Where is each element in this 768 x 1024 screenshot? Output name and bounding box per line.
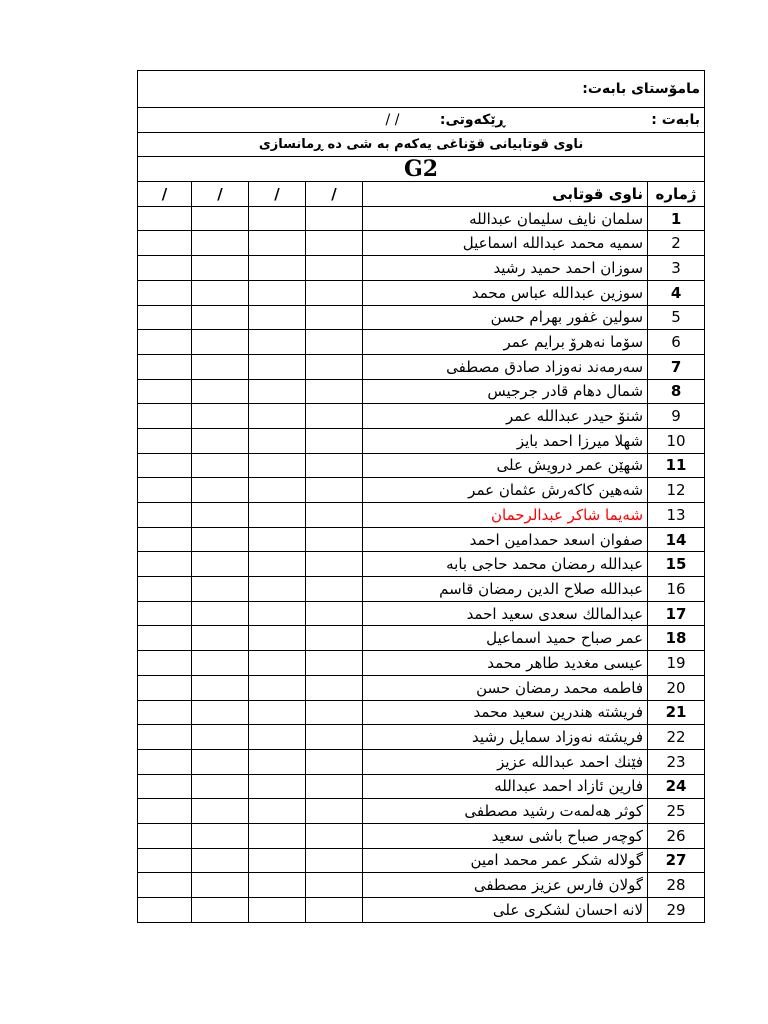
student-name: شهلا میرزا احمد بایز <box>363 428 648 453</box>
mark-cell[interactable] <box>192 428 249 453</box>
student-name: فارین ئازاد احمد عبدالله <box>363 774 648 799</box>
name-column-header: ناوی قوتابی <box>363 182 648 207</box>
mark-cell[interactable] <box>249 404 306 429</box>
mark-column-header: / <box>138 182 192 207</box>
mark-cell[interactable] <box>138 478 192 503</box>
student-number: 6 <box>648 330 705 355</box>
mark-cell[interactable] <box>138 503 192 528</box>
table-row <box>138 280 705 305</box>
mark-cell[interactable] <box>306 503 363 528</box>
mark-cell[interactable] <box>192 256 249 281</box>
mark-cell[interactable] <box>192 453 249 478</box>
mark-cell[interactable] <box>249 873 306 898</box>
mark-cell[interactable] <box>138 527 192 552</box>
table-row <box>138 552 705 577</box>
mark-cell[interactable] <box>138 206 192 231</box>
mark-cell[interactable] <box>192 725 249 750</box>
mark-cell[interactable] <box>138 774 192 799</box>
table-row <box>138 453 705 478</box>
mark-cell[interactable] <box>138 305 192 330</box>
mark-cell[interactable] <box>249 898 306 923</box>
mark-cell[interactable] <box>306 626 363 651</box>
mark-cell[interactable] <box>306 354 363 379</box>
mark-cell[interactable] <box>306 478 363 503</box>
mark-cell[interactable] <box>249 749 306 774</box>
table-row <box>138 848 705 873</box>
mark-cell[interactable] <box>138 354 192 379</box>
mark-cell[interactable] <box>306 428 363 453</box>
student-number: 5 <box>648 305 705 330</box>
mark-cell[interactable] <box>192 700 249 725</box>
table-row <box>138 231 705 256</box>
student-number: 10 <box>648 428 705 453</box>
student-number: 19 <box>648 651 705 676</box>
sheet-header <box>138 71 705 207</box>
mark-cell[interactable] <box>138 256 192 281</box>
student-number: 25 <box>648 799 705 824</box>
student-number: 17 <box>648 601 705 626</box>
student-number: 24 <box>648 774 705 799</box>
mark-cell[interactable] <box>192 280 249 305</box>
mark-cell[interactable] <box>192 354 249 379</box>
mark-cell[interactable] <box>306 823 363 848</box>
mark-cell[interactable] <box>249 799 306 824</box>
mark-cell[interactable] <box>306 280 363 305</box>
mark-cell[interactable] <box>306 601 363 626</box>
student-number: 8 <box>648 379 705 404</box>
student-number: 1 <box>648 206 705 231</box>
mark-cell[interactable] <box>249 675 306 700</box>
student-name: سوزین عبدالله عباس محمد <box>363 280 648 305</box>
student-number: 13 <box>648 503 705 528</box>
mark-cell[interactable] <box>249 354 306 379</box>
student-number: 18 <box>648 626 705 651</box>
mark-column-header: / <box>249 182 306 207</box>
mark-cell[interactable] <box>249 305 306 330</box>
student-number: 9 <box>648 404 705 429</box>
student-number: 4 <box>648 280 705 305</box>
table-row <box>138 601 705 626</box>
table-row <box>138 700 705 725</box>
mark-cell[interactable] <box>138 799 192 824</box>
student-number: 12 <box>648 478 705 503</box>
student-number: 16 <box>648 577 705 602</box>
mark-cell[interactable] <box>138 749 192 774</box>
mark-cell[interactable] <box>249 626 306 651</box>
student-rows <box>138 206 705 922</box>
date-slashes: / / <box>385 111 400 128</box>
student-number: 11 <box>648 453 705 478</box>
mark-cell[interactable] <box>192 552 249 577</box>
student-number: 14 <box>648 527 705 552</box>
student-name: گولالە شکر عمر محمد امین <box>363 848 648 873</box>
student-number: 27 <box>648 848 705 873</box>
student-number: 23 <box>648 749 705 774</box>
column-header-row <box>138 182 705 207</box>
student-name: صفوان اسعد حمدامین احمد <box>363 527 648 552</box>
mark-cell[interactable] <box>306 527 363 552</box>
mark-cell[interactable] <box>138 231 192 256</box>
mark-column-header: / <box>192 182 249 207</box>
table-row <box>138 675 705 700</box>
mark-cell[interactable] <box>138 453 192 478</box>
mark-cell[interactable] <box>306 206 363 231</box>
lesson-title: ناوی قوتابیانی قۆناغی یەکەم بە شی دە ڕمانسازی <box>138 132 705 157</box>
table-row <box>138 478 705 503</box>
mark-cell[interactable] <box>306 330 363 355</box>
student-name: سولین غفور بهرام حسن <box>363 305 648 330</box>
mark-cell[interactable] <box>306 700 363 725</box>
group-label: G2 <box>138 157 705 182</box>
table-row <box>138 577 705 602</box>
mark-cell[interactable] <box>249 725 306 750</box>
mark-cell[interactable] <box>138 577 192 602</box>
table-row <box>138 305 705 330</box>
mark-cell[interactable] <box>192 873 249 898</box>
date-field <box>346 109 505 131</box>
mark-cell[interactable] <box>192 206 249 231</box>
mark-cell[interactable] <box>138 601 192 626</box>
mark-cell[interactable] <box>138 873 192 898</box>
student-name: شنۆ حیدر عبدالله عمر <box>363 404 648 429</box>
student-name: سەرمەند نەوزاد صادق مصطفی <box>363 354 648 379</box>
mark-cell[interactable] <box>192 404 249 429</box>
mark-cell[interactable] <box>249 379 306 404</box>
mark-cell[interactable] <box>138 330 192 355</box>
mark-cell[interactable] <box>306 675 363 700</box>
mark-cell[interactable] <box>192 848 249 873</box>
student-number: 20 <box>648 675 705 700</box>
table-row <box>138 749 705 774</box>
mark-cell[interactable] <box>249 577 306 602</box>
mark-cell[interactable] <box>192 651 249 676</box>
mark-cell[interactable] <box>249 330 306 355</box>
table-row <box>138 330 705 355</box>
mark-cell[interactable] <box>138 626 192 651</box>
mark-cell[interactable] <box>249 453 306 478</box>
mark-cell[interactable] <box>192 774 249 799</box>
mark-cell[interactable] <box>138 725 192 750</box>
mark-cell[interactable] <box>249 651 306 676</box>
student-name: شهێن عمر درویش علی <box>363 453 648 478</box>
number-column-header: ژمارە <box>648 182 705 207</box>
mark-cell[interactable] <box>138 651 192 676</box>
mark-cell[interactable] <box>192 626 249 651</box>
mark-cell[interactable] <box>192 823 249 848</box>
mark-cell[interactable] <box>192 675 249 700</box>
mark-cell[interactable] <box>192 577 249 602</box>
student-number: 7 <box>648 354 705 379</box>
mark-cell[interactable] <box>138 280 192 305</box>
student-name: فێنك احمد عبدالله عزیز <box>363 749 648 774</box>
table-row <box>138 725 705 750</box>
mark-cell[interactable] <box>138 848 192 873</box>
mark-cell[interactable] <box>306 749 363 774</box>
student-name: فریشتە هندرین سعید محمد <box>363 700 648 725</box>
mark-cell[interactable] <box>249 503 306 528</box>
student-name: لانە احسان لشکری علی <box>363 898 648 923</box>
mark-cell[interactable] <box>249 700 306 725</box>
table-row <box>138 428 705 453</box>
student-name: فاطمە محمد رمضان حسن <box>363 675 648 700</box>
mark-cell[interactable] <box>306 379 363 404</box>
student-name: عمر صباح حمید اسماعیل <box>363 626 648 651</box>
subject-date-row <box>138 108 705 133</box>
table-row <box>138 651 705 676</box>
student-name: کوچەر صباح باشی سعید <box>363 823 648 848</box>
mark-cell[interactable] <box>192 478 249 503</box>
mark-cell[interactable] <box>192 799 249 824</box>
table-row <box>138 799 705 824</box>
mark-cell[interactable] <box>306 577 363 602</box>
mark-cell[interactable] <box>192 503 249 528</box>
attendance-sheet <box>137 70 705 923</box>
table-row <box>138 873 705 898</box>
student-name: سلمان نایف سلیمان عبدالله <box>363 206 648 231</box>
student-name: فریشتە نەوزاد سمایل رشید <box>363 725 648 750</box>
student-number: 2 <box>648 231 705 256</box>
student-number: 28 <box>648 873 705 898</box>
mark-cell[interactable] <box>306 725 363 750</box>
student-number: 15 <box>648 552 705 577</box>
mark-cell[interactable] <box>306 305 363 330</box>
table-row <box>138 823 705 848</box>
student-name: کوثر هەلمەت رشید مصطفی <box>363 799 648 824</box>
mark-cell[interactable] <box>138 404 192 429</box>
mark-cell[interactable] <box>249 823 306 848</box>
student-name: سۆما نەهرۆ برایم عمر <box>363 330 648 355</box>
student-number: 3 <box>648 256 705 281</box>
mark-cell[interactable] <box>306 256 363 281</box>
mark-cell[interactable] <box>306 552 363 577</box>
mark-cell[interactable] <box>249 256 306 281</box>
table-row <box>138 206 705 231</box>
teacher-label: مامۆستای بابەت: <box>138 71 705 108</box>
mark-cell[interactable] <box>138 700 192 725</box>
mark-cell[interactable] <box>306 453 363 478</box>
table-row <box>138 404 705 429</box>
mark-cell[interactable] <box>192 330 249 355</box>
student-name: گولان فارس عزیز مصطفی <box>363 873 648 898</box>
mark-cell[interactable] <box>249 280 306 305</box>
mark-cell[interactable] <box>192 527 249 552</box>
mark-cell[interactable] <box>306 848 363 873</box>
mark-cell[interactable] <box>192 601 249 626</box>
table-row <box>138 379 705 404</box>
date-label: ڕێکەوتی: <box>439 111 506 128</box>
mark-cell[interactable] <box>138 379 192 404</box>
mark-cell[interactable] <box>306 774 363 799</box>
mark-cell[interactable] <box>138 675 192 700</box>
mark-cell[interactable] <box>249 206 306 231</box>
student-number: 22 <box>648 725 705 750</box>
mark-cell[interactable] <box>249 601 306 626</box>
student-name: شەهین کاکەرش عثمان عمر <box>363 478 648 503</box>
mark-cell[interactable] <box>306 799 363 824</box>
mark-cell[interactable] <box>306 873 363 898</box>
table-row <box>138 626 705 651</box>
student-name: شمال دهام قادر جرجیس <box>363 379 648 404</box>
mark-column-header: / <box>306 182 363 207</box>
student-name: عیسی مغدید طاهر محمد <box>363 651 648 676</box>
mark-cell[interactable] <box>306 898 363 923</box>
student-name: سوزان احمد حمید رشید <box>363 256 648 281</box>
table-row <box>138 774 705 799</box>
mark-cell[interactable] <box>192 379 249 404</box>
mark-cell[interactable] <box>138 823 192 848</box>
student-number: 21 <box>648 700 705 725</box>
mark-cell[interactable] <box>249 231 306 256</box>
student-name: عبدالله رمضان محمد حاجی بابە <box>363 552 648 577</box>
table-row <box>138 354 705 379</box>
mark-cell[interactable] <box>138 898 192 923</box>
table-row <box>138 527 705 552</box>
mark-cell[interactable] <box>249 478 306 503</box>
table-row <box>138 503 705 528</box>
mark-cell[interactable] <box>192 305 249 330</box>
student-number: 26 <box>648 823 705 848</box>
mark-cell[interactable] <box>306 404 363 429</box>
student-number: 29 <box>648 898 705 923</box>
student-name: سمیە محمد عبدالله اسماعیل <box>363 231 648 256</box>
table-row <box>138 898 705 923</box>
student-name: عبدالمالك سعدی سعید احمد <box>363 601 648 626</box>
mark-cell[interactable] <box>249 774 306 799</box>
subject-label: بابەت : <box>651 111 701 128</box>
mark-cell[interactable] <box>306 651 363 676</box>
mark-cell[interactable] <box>192 898 249 923</box>
mark-cell[interactable] <box>249 527 306 552</box>
mark-cell[interactable] <box>249 848 306 873</box>
mark-cell[interactable] <box>249 428 306 453</box>
mark-cell[interactable] <box>192 231 249 256</box>
student-name: شەیما شاکر عبدالرحمان <box>363 503 648 528</box>
student-name: عبدالله صلاح الدین رمضان قاسم <box>363 577 648 602</box>
mark-cell[interactable] <box>306 231 363 256</box>
mark-cell[interactable] <box>192 749 249 774</box>
mark-cell[interactable] <box>138 552 192 577</box>
mark-cell[interactable] <box>138 428 192 453</box>
mark-cell[interactable] <box>249 552 306 577</box>
table-row <box>138 256 705 281</box>
